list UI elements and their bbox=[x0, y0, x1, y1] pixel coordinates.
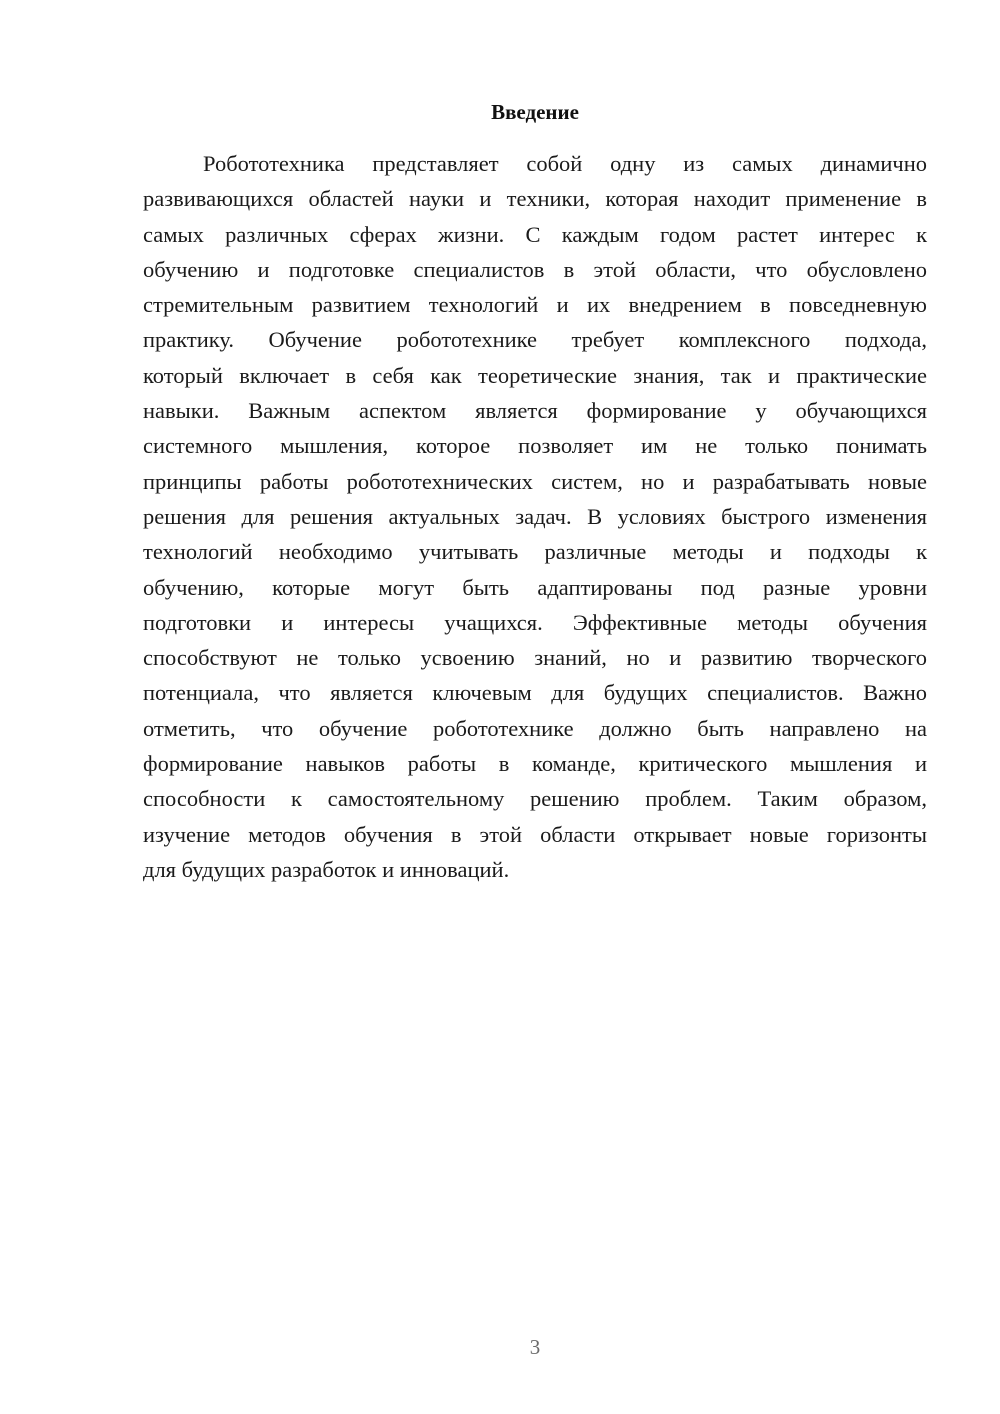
paragraph-line: способствуют не только усвоению знаний, но и развитию творческого bbox=[143, 645, 927, 671]
paragraph-line: решения для решения актуальных задач. В условиях быстрого изменения bbox=[143, 503, 927, 529]
paragraph-line: технологий необходимо учитывать различные методы и подходы к bbox=[143, 539, 927, 565]
page-number: 3 bbox=[529, 1335, 541, 1359]
paragraph-line: обучению и подготовке специалистов в этой области, что обусловлено bbox=[143, 256, 927, 282]
paragraph-line: самых различных сферах жизни. С каждым годом растет интерес к bbox=[143, 221, 927, 247]
paragraph-line: навыки. Важным аспектом является формирование у обучающихся bbox=[143, 398, 927, 424]
paragraph-line: формирование навыков работы в команде, критического мышления и bbox=[143, 751, 927, 777]
paragraph-line: стремительным развитием технологий и их внедрением в повседневную bbox=[143, 292, 927, 318]
paragraph-line: потенциала, что является ключевым для будущих специалистов. Важно bbox=[143, 680, 927, 706]
paragraph-line: который включает в себя как теоретические знания, так и практические bbox=[143, 362, 927, 388]
paragraph-line: подготовки и интересы учащихся. Эффективные методы обучения bbox=[143, 609, 927, 635]
page-heading: Введение bbox=[491, 100, 579, 124]
paragraph-line: отметить, что обучение робототехнике должно быть направлено на bbox=[143, 715, 927, 741]
paragraph-line: обучению, которые могут быть адаптированы под разные уровни bbox=[143, 574, 927, 600]
paragraph-line: способности к самостоятельному решению проблем. Таким образом, bbox=[143, 786, 927, 812]
paragraph-line: системного мышления, которое позволяет им не только понимать bbox=[143, 433, 927, 459]
paragraph-line: Робототехника представляет собой одну из самых динамично bbox=[203, 151, 927, 176]
paragraph-line: практику. Обучение робототехнике требует комплексного подхода, bbox=[143, 327, 927, 353]
paragraph-line: изучение методов обучения в этой области открывает новые горизонты bbox=[143, 821, 927, 847]
paragraph-line: принципы работы робототехнических систем, но и разрабатывать новые bbox=[143, 468, 927, 494]
paragraph-line: для будущих разработок и инноваций. bbox=[143, 856, 510, 882]
body-paragraph bbox=[143, 146, 927, 887]
paragraph-line: развивающихся областей науки и техники, которая находит применение в bbox=[143, 186, 927, 212]
